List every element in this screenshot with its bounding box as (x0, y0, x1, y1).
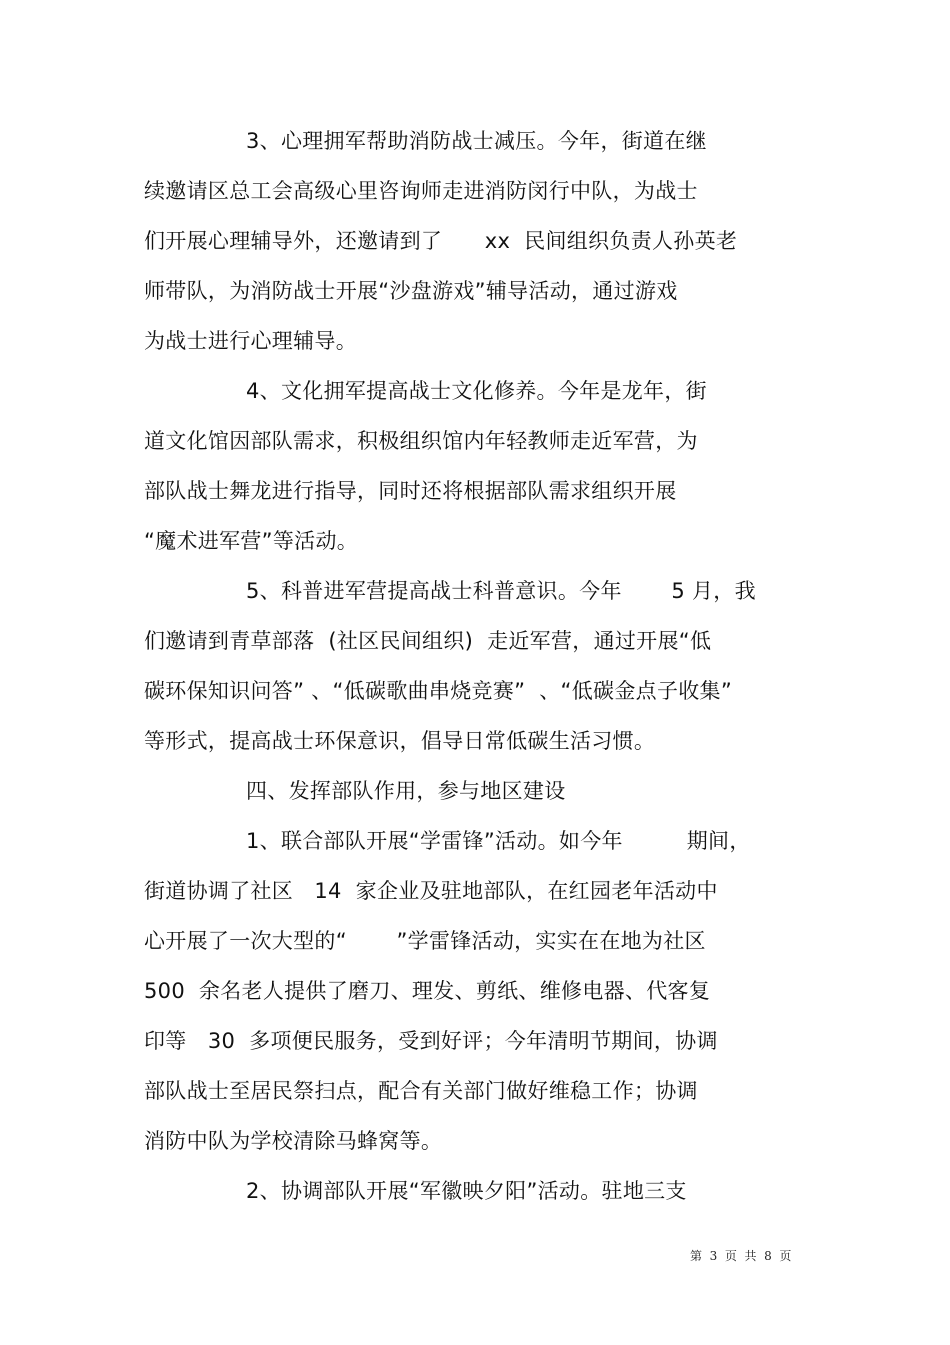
text-line-1: 3、心理拥军帮助消防战士减压。今年，街道在继 (246, 129, 707, 153)
text-line-9: “魔术进军营”等活动。 (144, 529, 359, 553)
text-line-10: 5、科普进军营提高战士科普意识。今年 5 月，我 (246, 579, 756, 603)
page-number-footer: 第 3 页 共 8 页 (690, 1249, 792, 1263)
text-line-21: 消防中队为学校清除马蜂窝等。 (144, 1129, 443, 1153)
text-line-18: 500 余名老人提供了磨刀、理发、剪纸、维修电器、代客复 (144, 979, 711, 1003)
text-line-11: 们邀请到青草部落 (社区民间组织) 走近军营，通过开展“低 (144, 629, 712, 653)
text-line-12: 碳环保知识问答” 、“低碳歌曲串烧竞赛” 、“低碳金点子收集” (144, 679, 733, 703)
text-line-17: 心开展了一次大型的“ ”学雷锋活动，实实在在地为社区 (144, 929, 706, 953)
text-line-19: 印等 30 多项便民服务，受到好评；今年清明节期间，协调 (144, 1029, 718, 1053)
text-line-16: 街道协调了社区 14 家企业及驻地部队，在红园老年活动中 (144, 879, 718, 903)
text-line-20: 部队战士至居民祭扫点，配合有关部门做好维稳工作；协调 (144, 1079, 698, 1103)
text-line-22: 2、协调部队开展“军徽映夕阳”活动。驻地三支 (246, 1179, 687, 1203)
section-heading: 四、发挥部队作用，参与地区建设 (246, 779, 566, 803)
text-line-13: 等形式，提高战士环保意识，倡导日常低碳生活习惯。 (144, 729, 656, 753)
text-line-3: 们开展心理辅导外，还邀请到了 xx 民间组织负责人孙英老 (144, 229, 738, 253)
text-line-6: 4、文化拥军提高战士文化修养。今年是龙年，街 (246, 379, 707, 403)
text-line-4: 师带队，为消防战士开展“沙盘游戏”辅导活动，通过游戏 (144, 279, 678, 303)
text-line-8: 部队战士舞龙进行指导，同时还将根据部队需求组织开展 (144, 479, 677, 503)
text-line-7: 道文化馆因部队需求，积极组织馆内年轻教师走近军营，为 (144, 429, 698, 453)
text-line-2: 续邀请区总工会高级心里咨询师走进消防闵行中队，为战士 (144, 179, 698, 203)
text-line-15: 1、联合部队开展“学雷锋”活动。如今年 期间， (246, 829, 751, 853)
text-line-5: 为战士进行心理辅导。 (144, 329, 357, 353)
